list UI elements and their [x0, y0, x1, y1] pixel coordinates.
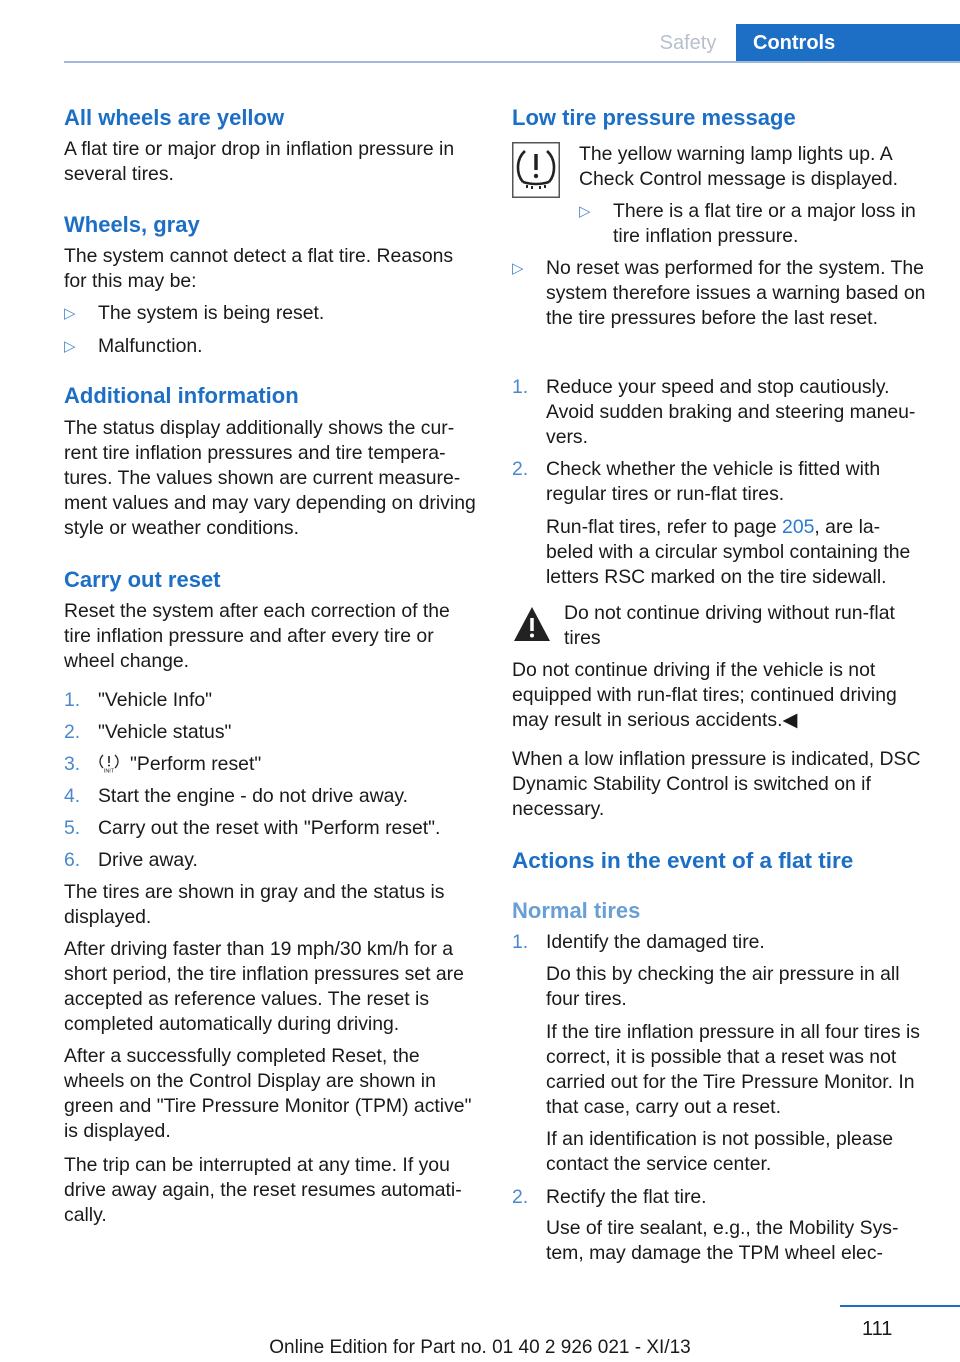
- heading-additional-information: Additional information: [64, 383, 299, 408]
- page-number: 111: [862, 1318, 893, 1340]
- step-item: 2. Rectify the flat tire.: [512, 1186, 707, 1208]
- dsc-paragraph: When a low inflation pressure is indicated, DSC Dynamic Stability Control is switched on if necessary.: [512, 748, 921, 820]
- step-item: 5. Carry out the reset with "Perform reset".: [64, 817, 441, 839]
- paragraph: Do this by checking the air pressure in all four tires.: [546, 963, 900, 1010]
- paragraph: If an identification is not possible, please contact the service center.: [546, 1128, 894, 1175]
- heading-flat-tire-actions: Actions in the event of a flat tire: [512, 848, 854, 873]
- runflat-paragraph: Run-flat tires, refer to page 205, are la‐ beled with a circular symbol containing the letters RSC marked on the tire sidewall.: [546, 516, 911, 588]
- footer-rule: [840, 1305, 960, 1307]
- carry-out-reset-text: Reset the system after each correction of the tire inflation pressure and after every tire or wheel change.: [64, 600, 450, 672]
- paragraph: The trip can be interrupted at any time. If you drive away again, the reset resumes automati‐ cally.: [64, 1154, 462, 1226]
- warning-text: Do not continue driving if the vehicle is not equipped with run-flat tires; continued driving may result in serious accidents.◀: [512, 659, 897, 731]
- step-item: 6. Drive away.: [64, 849, 198, 871]
- list-item: ▷ Malfunction.: [64, 335, 203, 357]
- edition-footer: Online Edition for Part no. 01 40 2 926 021 - XI/13: [269, 1337, 691, 1358]
- low-pressure-text: The yellow warning lamp lights up. A Check Control message is displayed.: [579, 143, 899, 190]
- step-item: 1. "Vehicle Info": [64, 689, 213, 711]
- heading-wheels-gray: Wheels, gray: [64, 212, 200, 237]
- list-item: ▷ The system is being reset.: [64, 302, 325, 324]
- paragraph: The tires are shown in gray and the status is displayed.: [64, 881, 445, 928]
- bullet-triangle-icon: ▷: [512, 260, 524, 277]
- warning-triangle-icon: [512, 604, 552, 644]
- warning-title: Do not continue driving without run-flat tires: [564, 602, 895, 649]
- step-item: 3. INIT "Perform reset": [64, 752, 480, 780]
- step-item: 4. Start the engine - do not drive away.: [64, 785, 409, 807]
- wheels-gray-text: The system cannot detect a flat tire. Reasons for this may be:: [64, 245, 454, 292]
- step-item: 2. "Vehicle status": [64, 721, 232, 743]
- heading-carry-out-reset: Carry out reset: [64, 567, 221, 592]
- step-item: 1. Reduce your speed and stop cautiously. Avoid sudden braking and steering maneu‐ vers.: [512, 376, 916, 448]
- list-item: ▷ No reset was performed for the system. The system therefore issues a warning based on the tire pressures before the last reset.: [512, 257, 926, 329]
- bullet-triangle-icon: ▷: [64, 338, 76, 355]
- bullet-triangle-icon: ▷: [579, 203, 591, 220]
- bullet-triangle-icon: ▷: [64, 305, 76, 322]
- paragraph: After a successfully completed Reset, the wheels on the Control Display are shown in green and "Tire Pressure Monitor (TPM) active" is displayed.: [64, 1045, 472, 1142]
- heading-low-tire-pressure: Low tire pressure message: [512, 105, 796, 130]
- paragraph: Use of tire sealant, e.g., the Mobility Sys‐ tem, may damage the TPM wheel elec‐: [546, 1217, 899, 1264]
- tire-pressure-warning-icon: [512, 142, 560, 198]
- heading-all-wheels-yellow: All wheels are yellow: [64, 105, 285, 130]
- heading-normal-tires: Normal tires: [512, 898, 641, 923]
- paragraph: After driving faster than 19 mph/30 km/h for a short period, the tire inflation pressures set are accepted as reference values. The reset is completed automatically during driving.: [64, 938, 464, 1035]
- header-rule: [64, 61, 960, 63]
- all-wheels-yellow-text: A flat tire or major drop in inflation pressure in several tires.: [64, 138, 455, 185]
- svg-text:INIT: INIT: [103, 768, 115, 773]
- tab-safety[interactable]: Safety: [659, 31, 717, 54]
- tab-controls[interactable]: Controls: [736, 24, 960, 62]
- paragraph: If the tire inflation pressure in all four tires is correct, it is possible that a reset was not carried out for the Tire Pressure Monitor. In that case, carry out a reset.: [546, 1021, 920, 1118]
- tpm-init-icon: [98, 753, 120, 780]
- step-item: 1. Identify the damaged tire.: [512, 931, 765, 953]
- list-item: ▷ There is a flat tire or a major loss in tire inflation pressure.: [579, 200, 916, 247]
- page-link[interactable]: 205: [782, 516, 815, 538]
- step-item: 2. Check whether the vehicle is fitted with regular tires or run-flat tires.: [512, 458, 881, 505]
- additional-information-text: The status display additionally shows the cur‐ rent tire inflation pressures and tire tempera‐ tures. The values shown are current measure‐ ment values and may vary depending on driving style or weather conditions.: [64, 417, 476, 539]
